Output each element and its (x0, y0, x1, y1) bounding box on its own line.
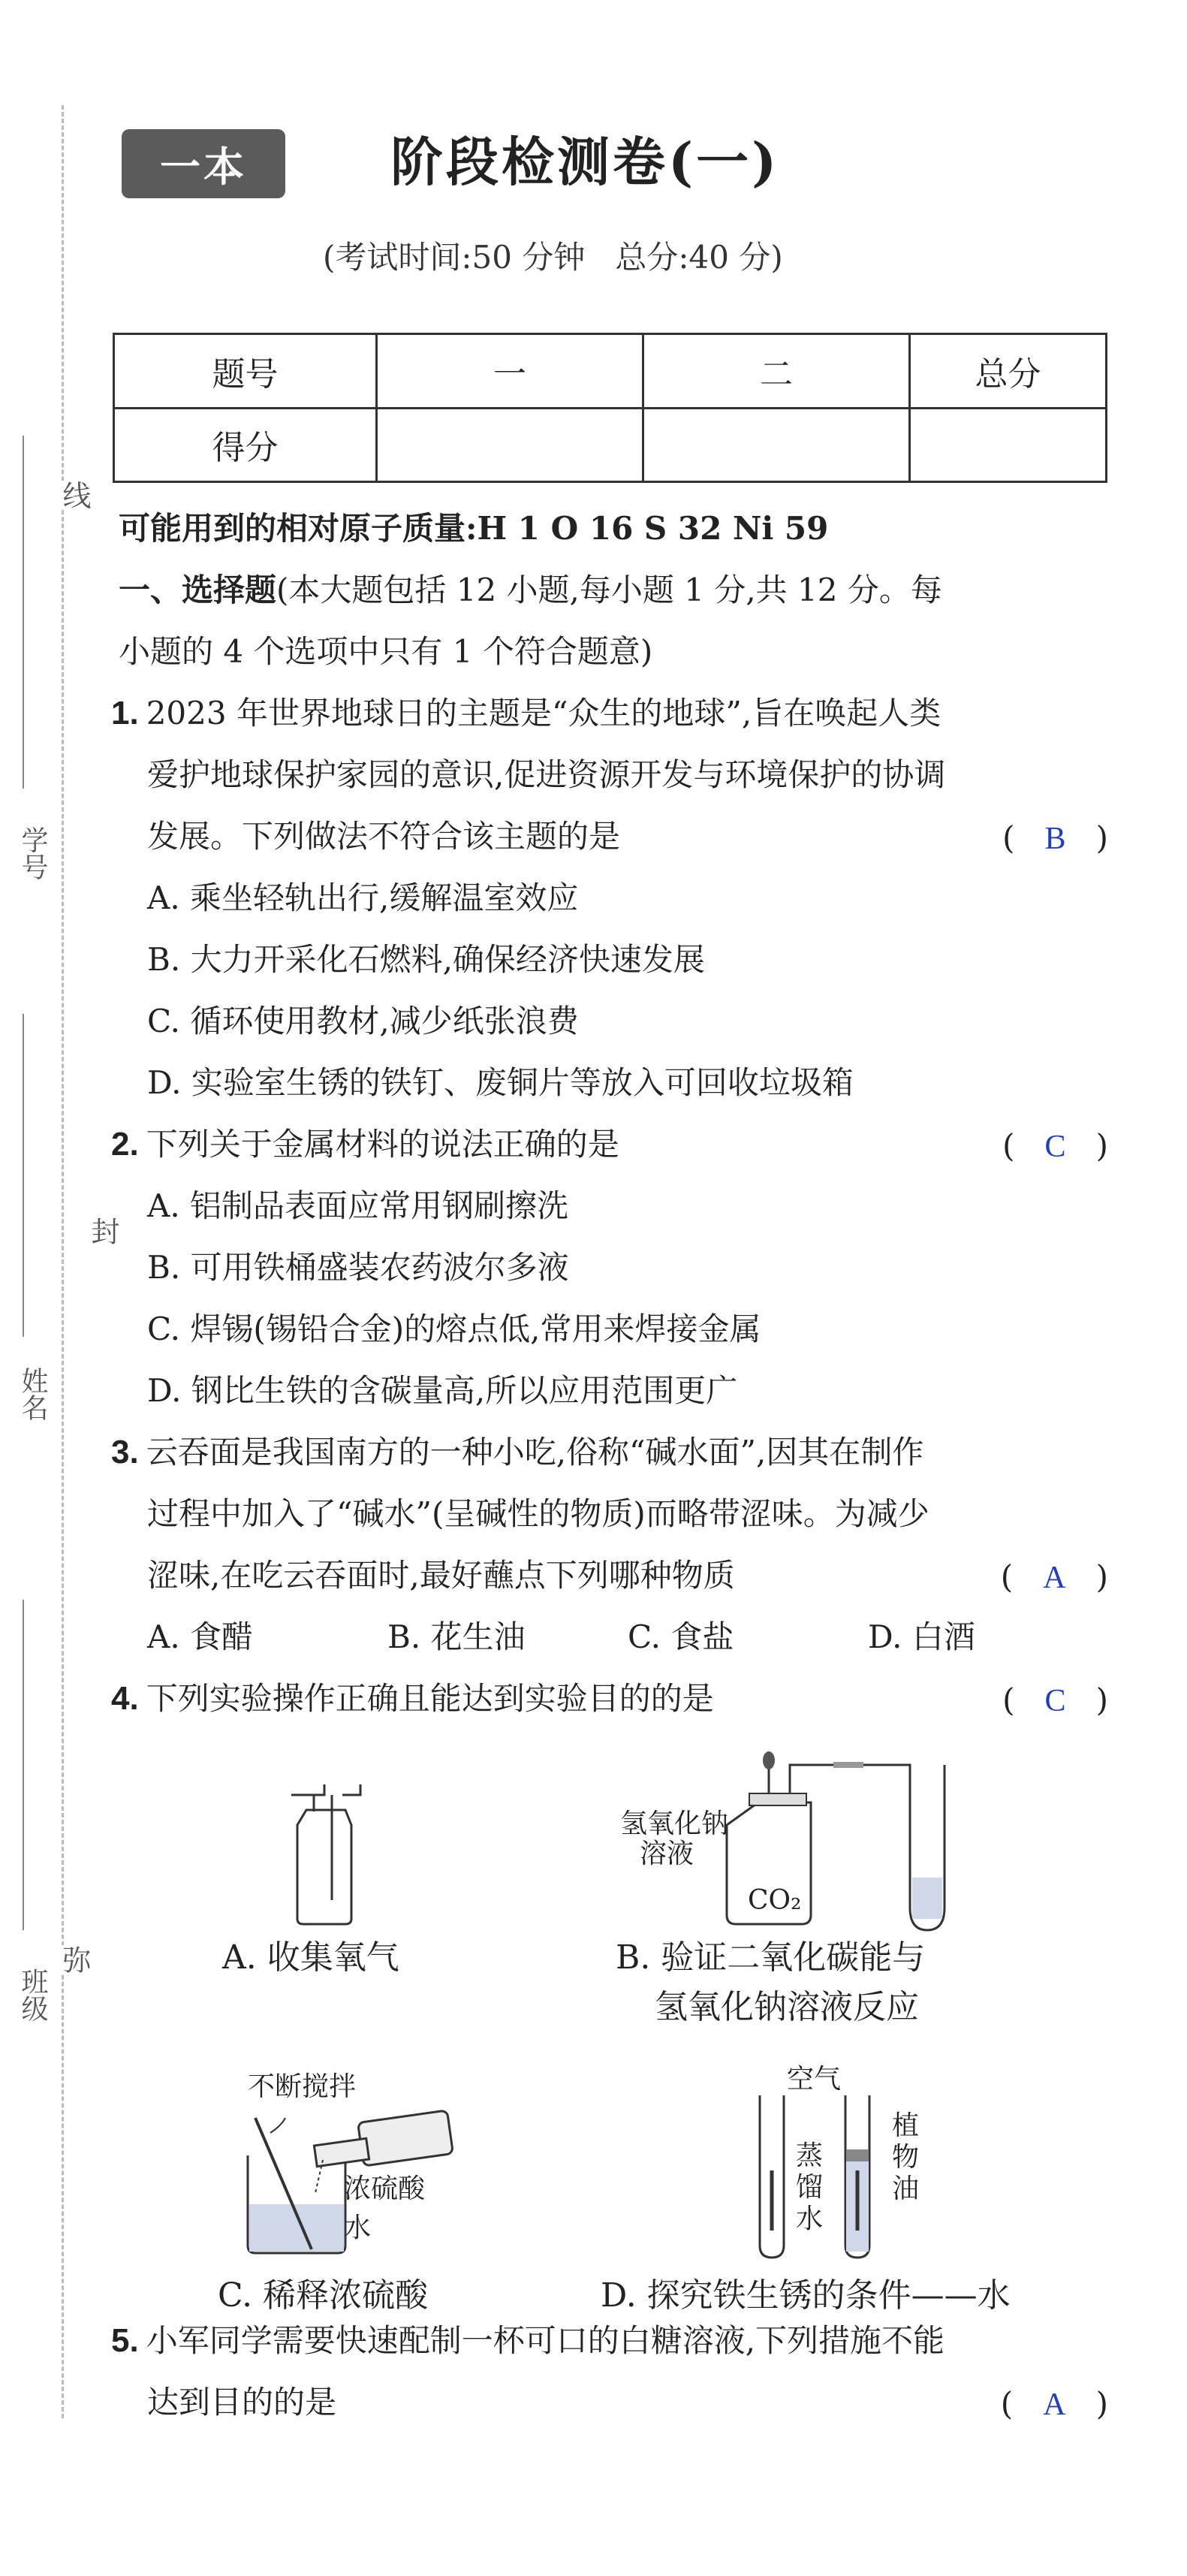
answer-letter: C (1044, 1684, 1066, 1718)
answer-letter: C (1044, 1130, 1066, 1164)
question-number: 5. (111, 2322, 139, 2359)
score-cell: 得分 (114, 408, 377, 482)
score-cell: 一 (377, 334, 643, 409)
option: C. 循环使用教材,减少纸张浪费 (147, 1003, 579, 1039)
figure-b-caption-1: B. 验证二氧化碳能与 (616, 1938, 926, 1977)
figure-d-air-label: 空气 (787, 2064, 842, 2095)
margin-seal2-char: 弥 (54, 1945, 95, 1974)
option: A. 铝制品表面应常用钢刷擦洗 (147, 1187, 569, 1224)
score-cell: 总分 (910, 334, 1107, 409)
option: B. 可用铁桶盛装农药波尔多液 (147, 1249, 569, 1286)
question-text: 下列实验操作正确且能达到实验目的的是 (146, 1680, 714, 1717)
brand-logo: 一本 (122, 129, 285, 198)
margin-class-label: 班级 (17, 1968, 48, 2022)
question-text: 云吞面是我国南方的一种小吃,俗称“碱水面”,因其在制作 (146, 1434, 924, 1470)
score-input-cell[interactable] (910, 408, 1107, 482)
options-row (147, 1606, 1108, 1668)
figure-b-label-1: 氢氧化钠 (620, 1808, 729, 1839)
figure-a-gas-bottle (270, 1780, 375, 1930)
figure-b-co2-apparatus (721, 1750, 961, 1945)
question-text: 下列关于金属材料的说法正确的是 (146, 1126, 619, 1163)
margin-seal-char: 封 (86, 1217, 119, 1245)
section1-heading (119, 560, 942, 621)
answer-letter: A (1043, 2387, 1066, 2422)
option: D. 实验室生锈的铁钉、废铜片等放入可回收垃圾箱 (147, 1064, 854, 1101)
question-text: 小军同学需要快速配制一杯可口的白糖溶液,下列措施不能 (146, 2322, 945, 2359)
figure-a-caption: A. 收集氧气 (222, 1938, 399, 1977)
margin-class-blank (23, 1600, 24, 1930)
figure-b-label-2: 溶液 (640, 1838, 694, 1869)
figure-d-oil-char: 油 (892, 2173, 920, 2204)
score-table-header-row (114, 334, 1107, 409)
question-number: 4. (111, 1680, 139, 1717)
question-3-line-3: 涩味,在吃云吞面时,最好蘸点下列哪种物质 (147, 1557, 735, 1594)
figure-d-rust-tubes (751, 2080, 901, 2268)
margin-name-label: 姓名 (17, 1367, 48, 1421)
option: A. 食醋 (147, 1618, 254, 1655)
score-input-cell[interactable] (643, 408, 910, 482)
figure-c-acid-label: 浓硫酸 (344, 2173, 426, 2204)
atomic-mass-note (119, 498, 828, 560)
figure-d-water-label (796, 2140, 823, 2235)
option: A. 乘坐轻轨出行,缓解温室效应 (147, 879, 579, 916)
margin-number-label: 学号 (17, 826, 48, 880)
figure-c-stir-label: 不断搅拌 (248, 2071, 357, 2102)
option: C. 焊锡(锡铅合金)的熔点低,常用来焊接金属 (147, 1311, 761, 1347)
figure-d-water-char: 蒸 (796, 2140, 824, 2171)
figure-c-water-label: 水 (344, 2213, 372, 2243)
question-3-line-1 (111, 1422, 923, 1483)
figure-d-oil-char: 物 (892, 2142, 920, 2173)
score-cell: 题号 (114, 334, 377, 409)
answer-bracket-4[interactable]: ( C ) (1002, 1682, 1108, 1718)
option: B. 花生油 (387, 1618, 526, 1655)
question-4-line-1 (111, 1668, 714, 1730)
section1-title: 一、选择题 (119, 572, 277, 608)
margin-number-blank (23, 436, 24, 789)
option: B. 大力开采化石燃料,确保经济快速发展 (147, 941, 705, 978)
question-5-line-1 (111, 2310, 944, 2372)
score-cell: 二 (643, 334, 910, 409)
question-1-line-1 (111, 683, 941, 744)
answer-bracket-2[interactable]: ( C ) (1002, 1127, 1108, 1164)
question-number: 1. (111, 695, 139, 731)
atomic-mass-text: 可能用到的相对原子质量:H 1 O 16 S 32 Ni 59 (119, 510, 829, 547)
question-2-line-1 (111, 1114, 619, 1175)
score-input-cell[interactable] (377, 408, 643, 482)
answer-bracket-3[interactable]: ( A ) (1000, 1558, 1108, 1595)
score-table-score-row (114, 408, 1107, 482)
question-5-line-2: 达到目的的是 (147, 2384, 337, 2421)
figure-d-oil-char: 植 (892, 2110, 920, 2141)
question-1-line-2: 爱护地球保护家园的意识,促进资源开发与环境保护的协调 (147, 756, 946, 793)
answer-letter: A (1043, 1561, 1066, 1595)
answer-bracket-1[interactable]: ( B ) (1002, 819, 1108, 856)
binding-dashed-line (62, 105, 64, 2418)
question-text: 2023 年世界地球日的主题是“众生的地球”,旨在唤起人类 (146, 695, 941, 731)
section1-desc1: (本大题包括 12 小题,每小题 1 分,共 12 分。每 (276, 572, 942, 608)
answer-bracket-5[interactable]: ( A ) (1000, 2385, 1108, 2422)
option: D. 钢比生铁的含碳量高,所以应用范围更广 (147, 1372, 738, 1409)
figure-b-caption-2: 氢氧化钠溶液反应 (655, 1988, 919, 2026)
option: C. 食盐 (628, 1618, 734, 1655)
question-number: 3. (111, 1434, 139, 1470)
answer-letter: B (1044, 822, 1066, 856)
margin-name-blank (23, 1014, 24, 1337)
question-3-line-2: 过程中加入了“碱水”(呈碱性的物质)而略带涩味。为减少 (147, 1495, 929, 1532)
figure-c-caption: C. 稀释浓硫酸 (218, 2276, 429, 2315)
exam-info: (考试时间:50 分钟 总分:40 分) (323, 239, 783, 276)
section1-desc2: 小题的 4 个选项中只有 1 个符合题意) (119, 633, 653, 670)
figure-d-water-char: 馏 (796, 2172, 824, 2203)
figure-b-co2-label: CO₂ (748, 1885, 802, 1916)
figure-d-caption: D. 探究铁生锈的条件——水 (601, 2276, 1011, 2315)
option: D. 白酒 (868, 1618, 975, 1655)
score-table (113, 333, 1107, 483)
question-number: 2. (111, 1126, 139, 1163)
margin-line-char: 线 (54, 481, 95, 509)
figure-d-water-char: 水 (796, 2203, 824, 2234)
figure-d-oil-label (892, 2110, 919, 2205)
page-title: 阶段检测卷(一) (390, 131, 780, 193)
question-1-line-3: 发展。下列做法不符合该主题的是 (147, 818, 621, 855)
